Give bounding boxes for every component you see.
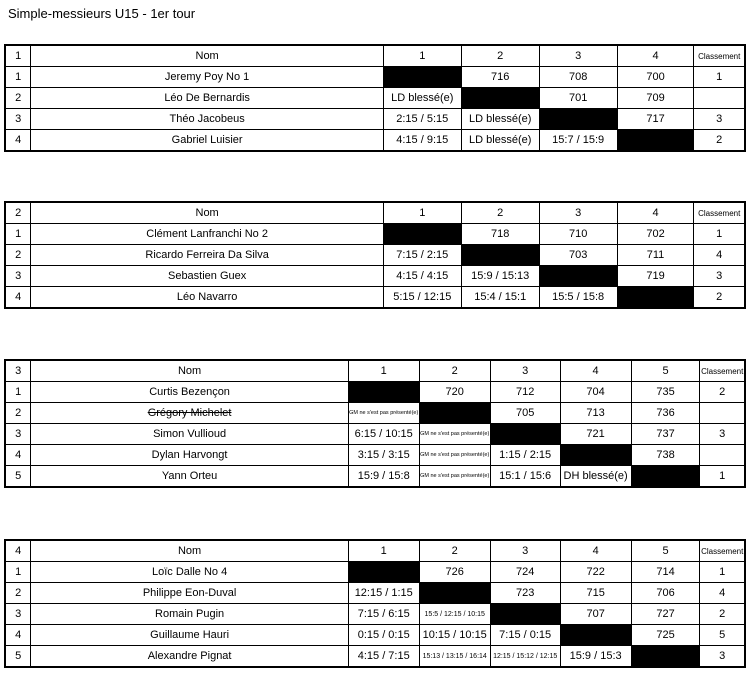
self-match-cell [617, 130, 694, 152]
self-match-cell [383, 224, 461, 245]
classement-cell: 2 [694, 287, 745, 309]
result-cell: 724 [490, 562, 560, 583]
round-header: 1 [383, 45, 461, 67]
result-cell: 715 [560, 583, 631, 604]
player-name-cell [31, 224, 383, 245]
result-cell: 711 [617, 245, 694, 266]
result-cell: GM ne s'est pas présenté(e) [419, 424, 490, 445]
classement-cell: 3 [700, 424, 745, 445]
player-row [5, 466, 745, 488]
classement-cell: 2 [700, 382, 745, 403]
player-name: Loïc Dalle No 4 [151, 566, 228, 578]
player-row [5, 403, 745, 424]
self-match-cell [383, 67, 461, 88]
round-header: 3 [490, 360, 560, 382]
self-match-cell [631, 646, 700, 668]
player-name: Alexandre Pignat [147, 650, 232, 662]
player-name-cell [31, 562, 348, 583]
player-name-cell [31, 88, 383, 109]
result-cell: 12:15 / 1:15 [348, 583, 419, 604]
player-name-cell [31, 67, 383, 88]
result-cell: LD blessé(e) [461, 130, 539, 152]
round-header: 3 [539, 45, 617, 67]
position-cell: 1 [5, 382, 31, 403]
position-cell: 1 [5, 224, 31, 245]
round-header: 1 [348, 360, 419, 382]
player-row [5, 625, 745, 646]
self-match-cell [490, 424, 560, 445]
result-cell: 706 [631, 583, 700, 604]
result-cell: 15:9 / 15:13 [461, 266, 539, 287]
result-cell: 708 [539, 67, 617, 88]
player-row [5, 382, 745, 403]
result-cell: 714 [631, 562, 700, 583]
result-cell: 10:15 / 10:15 [419, 625, 490, 646]
position-cell: 2 [5, 88, 31, 109]
result-cell: 15:4 / 15:1 [461, 287, 539, 309]
result-cell: 720 [419, 382, 490, 403]
round-header: 3 [539, 202, 617, 224]
nom-header: Nom [31, 360, 348, 382]
player-row [5, 67, 745, 88]
player-name-cell [31, 266, 383, 287]
position-cell: 5 [5, 646, 31, 668]
player-name: Guillaume Hauri [150, 629, 230, 641]
self-match-cell [560, 625, 631, 646]
classement-cell: 1 [700, 466, 745, 488]
result-cell: 12:15 / 15:12 / 12:15 [490, 646, 560, 668]
result-cell: 738 [631, 445, 700, 466]
self-match-cell [348, 562, 419, 583]
round-header: 4 [617, 202, 694, 224]
player-name: Sebastien Guex [167, 270, 247, 282]
player-name: Gabriel Luisier [171, 134, 243, 146]
position-cell: 4 [5, 445, 31, 466]
result-cell: 15:9 / 15:8 [348, 466, 419, 488]
player-row [5, 604, 745, 625]
result-cell: 1:15 / 2:15 [490, 445, 560, 466]
player-row [5, 266, 745, 287]
player-name: Curtis Bezençon [149, 386, 230, 398]
group-number-header: 3 [5, 360, 31, 382]
result-cell: 15:9 / 15:3 [560, 646, 631, 668]
result-cell: 709 [617, 88, 694, 109]
self-match-cell [461, 245, 539, 266]
self-match-cell [617, 287, 694, 309]
result-cell: DH blessé(e) [560, 466, 631, 488]
player-row [5, 88, 745, 109]
position-cell: 3 [5, 109, 31, 130]
result-cell: 707 [560, 604, 631, 625]
player-row [5, 224, 745, 245]
nom-header: Nom [31, 45, 383, 67]
result-cell: GM ne s'est pas présenté(e) [348, 403, 419, 424]
player-name-cell [31, 403, 348, 424]
group-table-4 [4, 539, 746, 668]
player-name: Théo Jacobeus [169, 113, 245, 125]
player-name: Léo De Bernardis [164, 92, 250, 104]
position-cell: 4 [5, 287, 31, 309]
result-cell: 4:15 / 9:15 [383, 130, 461, 152]
result-cell: 705 [490, 403, 560, 424]
result-cell: 719 [617, 266, 694, 287]
result-cell: 717 [617, 109, 694, 130]
result-cell: 704 [560, 382, 631, 403]
self-match-cell [631, 466, 700, 488]
player-name-cell [31, 604, 348, 625]
position-cell: 3 [5, 424, 31, 445]
result-cell: 15:1 / 15:6 [490, 466, 560, 488]
round-header: 2 [461, 45, 539, 67]
result-cell: LD blessé(e) [383, 88, 461, 109]
result-cell: 0:15 / 0:15 [348, 625, 419, 646]
position-cell: 5 [5, 466, 31, 488]
result-cell: 737 [631, 424, 700, 445]
result-cell: LD blessé(e) [461, 109, 539, 130]
result-cell: 5:15 / 12:15 [383, 287, 461, 309]
player-name: Jeremy Poy No 1 [164, 71, 250, 83]
classement-cell: 1 [694, 224, 745, 245]
player-name-cell [31, 245, 383, 266]
player-name: Dylan Harvongt [151, 449, 228, 461]
classement-header: Classement [700, 540, 745, 562]
group-table-3 [4, 359, 746, 488]
header-row [5, 540, 745, 562]
result-cell: 713 [560, 403, 631, 424]
result-cell: 6:15 / 10:15 [348, 424, 419, 445]
result-cell: 7:15 / 6:15 [348, 604, 419, 625]
result-cell: GM ne s'est pas présenté(e) [419, 445, 490, 466]
classement-cell: 1 [694, 67, 745, 88]
position-cell: 2 [5, 403, 31, 424]
result-cell: 726 [419, 562, 490, 583]
result-cell: 703 [539, 245, 617, 266]
round-header: 5 [631, 540, 700, 562]
header-row [5, 45, 745, 67]
result-cell: 7:15 / 0:15 [490, 625, 560, 646]
classement-cell: 2 [700, 604, 745, 625]
player-name-cell [31, 445, 348, 466]
classement-cell [694, 88, 745, 109]
classement-cell [700, 403, 745, 424]
player-row [5, 424, 745, 445]
position-cell: 1 [5, 67, 31, 88]
player-name-cell [31, 646, 348, 668]
position-cell: 4 [5, 625, 31, 646]
classement-header: Classement [694, 202, 745, 224]
player-name: Simon Vullioud [153, 428, 227, 440]
player-name: Clément Lanfranchi No 2 [146, 228, 268, 240]
classement-cell: 2 [694, 130, 745, 152]
result-cell: GM ne s'est pas présenté(e) [419, 466, 490, 488]
page-title: Simple-messieurs U15 - 1er tour [8, 6, 196, 21]
player-row [5, 287, 745, 309]
nom-header: Nom [31, 540, 348, 562]
result-cell: 736 [631, 403, 700, 424]
self-match-cell [539, 109, 617, 130]
player-name-cell [31, 625, 348, 646]
result-cell: 4:15 / 7:15 [348, 646, 419, 668]
result-cell: 710 [539, 224, 617, 245]
nom-header: Nom [31, 202, 383, 224]
player-name-cell [31, 109, 383, 130]
player-name-cell [31, 287, 383, 309]
result-cell: 15:5 / 15:8 [539, 287, 617, 309]
round-header: 4 [560, 540, 631, 562]
result-cell: 725 [631, 625, 700, 646]
classement-cell: 5 [700, 625, 745, 646]
result-cell: 718 [461, 224, 539, 245]
position-cell: 3 [5, 266, 31, 287]
group-table-1 [4, 44, 746, 152]
round-header: 2 [419, 540, 490, 562]
classement-cell: 1 [700, 562, 745, 583]
round-header: 4 [617, 45, 694, 67]
player-name: Ricardo Ferreira Da Silva [145, 249, 269, 261]
player-name: Yann Orteu [161, 470, 218, 482]
result-cell: 727 [631, 604, 700, 625]
self-match-cell [348, 382, 419, 403]
group-table-2 [4, 201, 746, 309]
self-match-cell [539, 266, 617, 287]
round-header: 4 [560, 360, 631, 382]
header-row [5, 360, 745, 382]
player-name-cell [31, 382, 348, 403]
header-row [5, 202, 745, 224]
round-header: 1 [383, 202, 461, 224]
player-name: Grégory Michelet [147, 407, 232, 419]
player-row [5, 583, 745, 604]
self-match-cell [490, 604, 560, 625]
result-cell: 702 [617, 224, 694, 245]
round-header: 3 [490, 540, 560, 562]
round-header: 2 [461, 202, 539, 224]
self-match-cell [419, 403, 490, 424]
position-cell: 3 [5, 604, 31, 625]
result-cell: 735 [631, 382, 700, 403]
result-cell: 723 [490, 583, 560, 604]
player-name: Romain Pugin [155, 608, 225, 620]
result-cell: 701 [539, 88, 617, 109]
player-row [5, 245, 745, 266]
group-number-header: 1 [5, 45, 31, 67]
player-row [5, 646, 745, 668]
classement-cell [700, 445, 745, 466]
result-cell: 722 [560, 562, 631, 583]
result-cell: 721 [560, 424, 631, 445]
self-match-cell [419, 583, 490, 604]
result-cell: 4:15 / 4:15 [383, 266, 461, 287]
group-number-header: 2 [5, 202, 31, 224]
player-name-cell [31, 424, 348, 445]
position-cell: 2 [5, 245, 31, 266]
self-match-cell [461, 88, 539, 109]
classement-cell: 3 [700, 646, 745, 668]
position-cell: 4 [5, 130, 31, 152]
result-cell: 7:15 / 2:15 [383, 245, 461, 266]
classement-cell: 3 [694, 266, 745, 287]
player-name-cell [31, 583, 348, 604]
classement-cell: 4 [700, 583, 745, 604]
self-match-cell [560, 445, 631, 466]
player-name: Philippe Eon-Duval [142, 587, 237, 599]
classement-cell: 3 [694, 109, 745, 130]
round-header: 2 [419, 360, 490, 382]
result-cell: 700 [617, 67, 694, 88]
position-cell: 2 [5, 583, 31, 604]
classement-header: Classement [694, 45, 745, 67]
position-cell: 1 [5, 562, 31, 583]
player-row [5, 130, 745, 152]
round-header: 1 [348, 540, 419, 562]
player-name: Léo Navarro [176, 291, 238, 303]
player-name-cell [31, 466, 348, 488]
result-cell: 15:7 / 15:9 [539, 130, 617, 152]
classement-cell: 4 [694, 245, 745, 266]
result-cell: 15:13 / 13:15 / 16:14 [419, 646, 490, 668]
result-cell: 2:15 / 5:15 [383, 109, 461, 130]
player-name-cell [31, 130, 383, 152]
result-cell: 716 [461, 67, 539, 88]
classement-header: Classement [700, 360, 745, 382]
round-header: 5 [631, 360, 700, 382]
player-row [5, 445, 745, 466]
group-number-header: 4 [5, 540, 31, 562]
result-cell: 15:5 / 12:15 / 10:15 [419, 604, 490, 625]
player-row [5, 109, 745, 130]
result-cell: 3:15 / 3:15 [348, 445, 419, 466]
result-cell: 712 [490, 382, 560, 403]
player-row [5, 562, 745, 583]
